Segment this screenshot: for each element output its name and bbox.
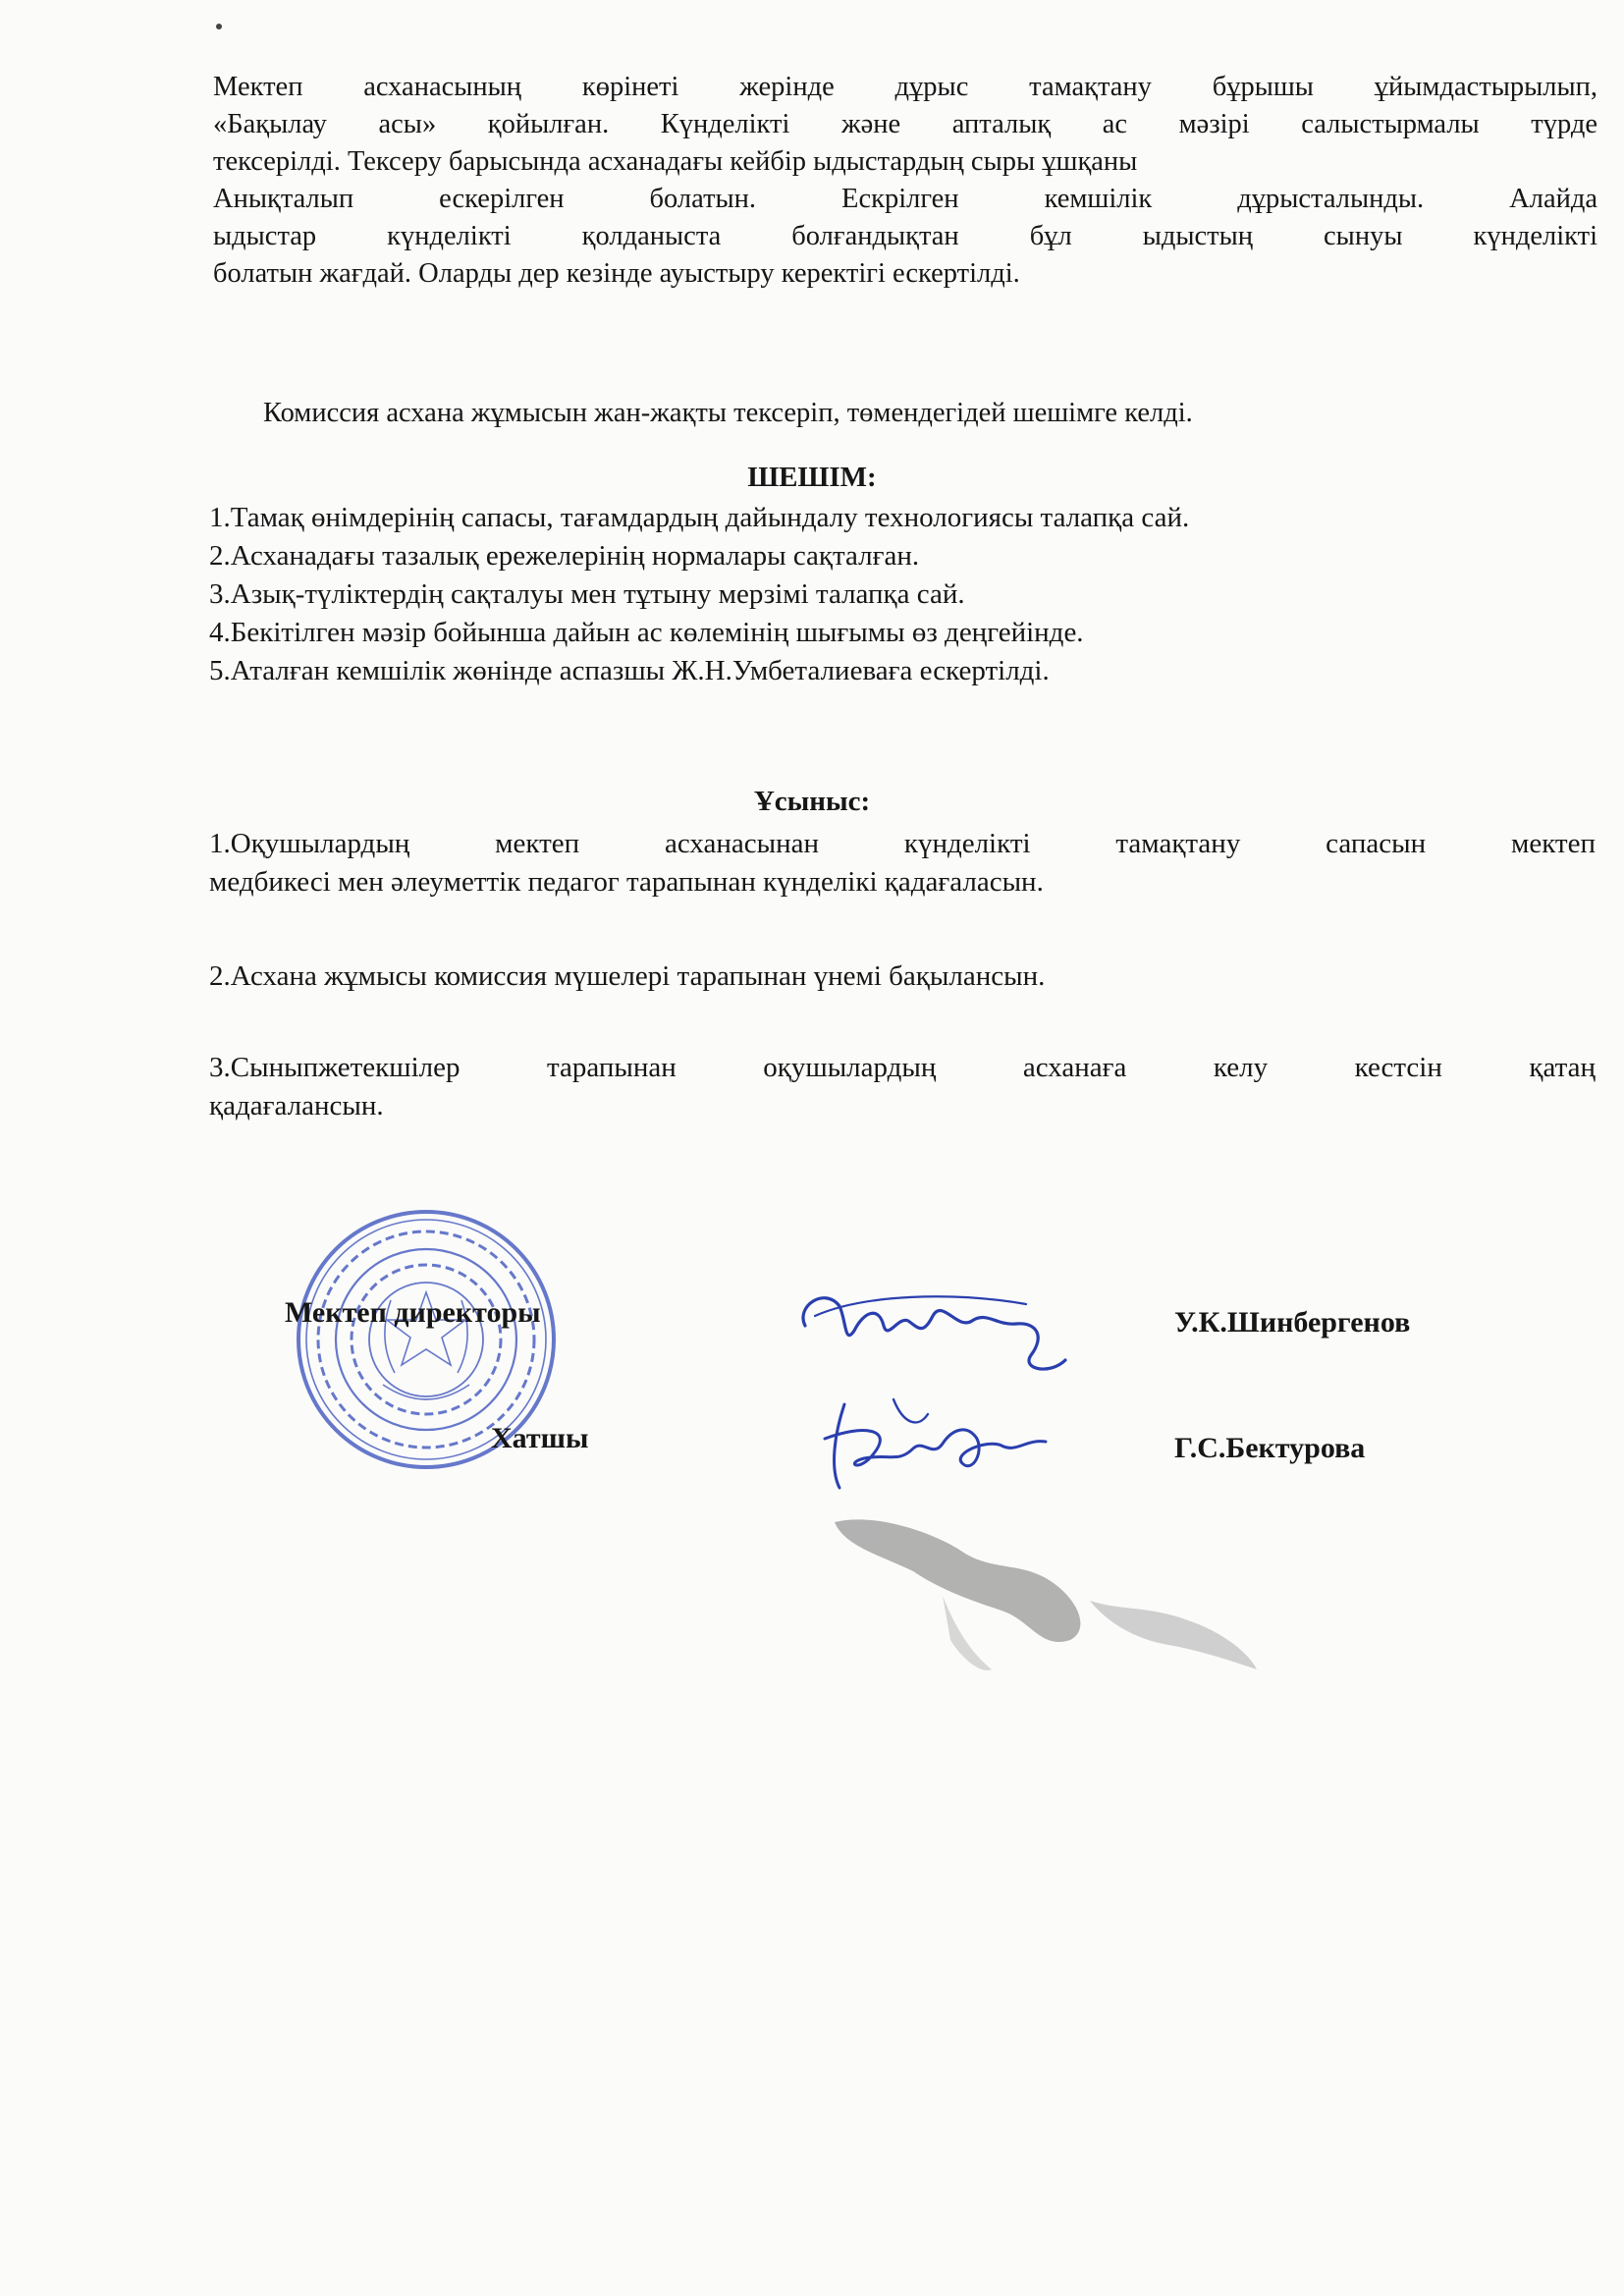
recommendation-line: 3.Сыныпжетекшілер тарапынан оқушылардың асханаға келу кестсін қатаң [209,1052,1596,1083]
paragraph-line: болатын жағдай. Оларды дер кезінде ауыстыру керектігі ескертілді. [213,258,1020,289]
secretary-role: Хатшы [491,1422,589,1454]
decision-item: 2.Асханадағы тазалық ережелерінің нормалары сақталған. [209,540,920,572]
recommendation-item-2: 2.Асхана жұмысы комиссия мүшелері тарапынан үнемі бақылансын. [209,960,1046,992]
recommendation-line: медбикесі мен әлеуметтік педагог тарапынан күнделікі қадағаласын. [209,866,1044,898]
ink-smudge [795,1503,1267,1699]
paragraph-line: тексерілді. Тексеру барысында асханадағы кейбір ыдыстардың сыры ұшқаны [213,146,1138,177]
paragraph-line: Анықталып ескерілген болатын. Ескрілген кемшілік дұрысталынды. Алайда [213,184,1597,214]
paragraph-line: «Бақылау асы» қойылған. Күнделікті және апталық ас мәзірі салыстырмалы түрде [213,109,1597,139]
decision-item: 5.Аталған кемшілік жөнінде аспазшы Ж.Н.Умбеталиеваға ескертілді. [209,655,1050,686]
recommendation-line: 1.Оқушылардың мектеп асханасынан күнделікті тамақтану сапасын мектеп [209,828,1596,859]
recommendation-heading: Ұсыныс: [753,786,871,817]
commission-statement: Комиссия асхана жұмысын жан-жақты тексеріп, төмендегідей шешімге келді. [263,398,1193,428]
decision-item: 1.Тамақ өнімдерінің сапасы, тағамдардың дайындалу технологиясы талапқа сай. [209,502,1190,533]
body-paragraph [213,69,1597,293]
scan-speck [216,24,222,29]
recommendation-item-1 [209,825,1596,902]
secretary-signature [805,1385,1070,1503]
paragraph-line: Мектеп асханасының көрінеті жерінде дұрыс тамақтану бұрышы ұйымдастырылып, [213,72,1597,102]
director-name: У.К.Шинбергенов [1174,1306,1411,1339]
recommendation-line: қадағалансын. [209,1090,384,1121]
decision-heading: ШЕШІМ: [747,462,877,493]
director-role: Мектеп директоры [285,1296,541,1329]
director-signature [785,1277,1080,1385]
decision-list [209,499,1603,690]
paragraph-line: ыдыстар күнделікті қолданыста болғандықтан бұл ыдыстың сынуы күнделікті [213,221,1597,251]
decision-item: 3.Азық-түліктердің сақталуы мен тұтыну мерзімі талапқа сай. [209,578,965,610]
decision-item: 4.Бекітілген мәзір бойынша дайын ас көлемінің шығымы өз деңгейінде. [209,617,1084,648]
secretary-name: Г.С.Бектурова [1174,1432,1366,1464]
recommendation-item-3 [209,1049,1596,1125]
